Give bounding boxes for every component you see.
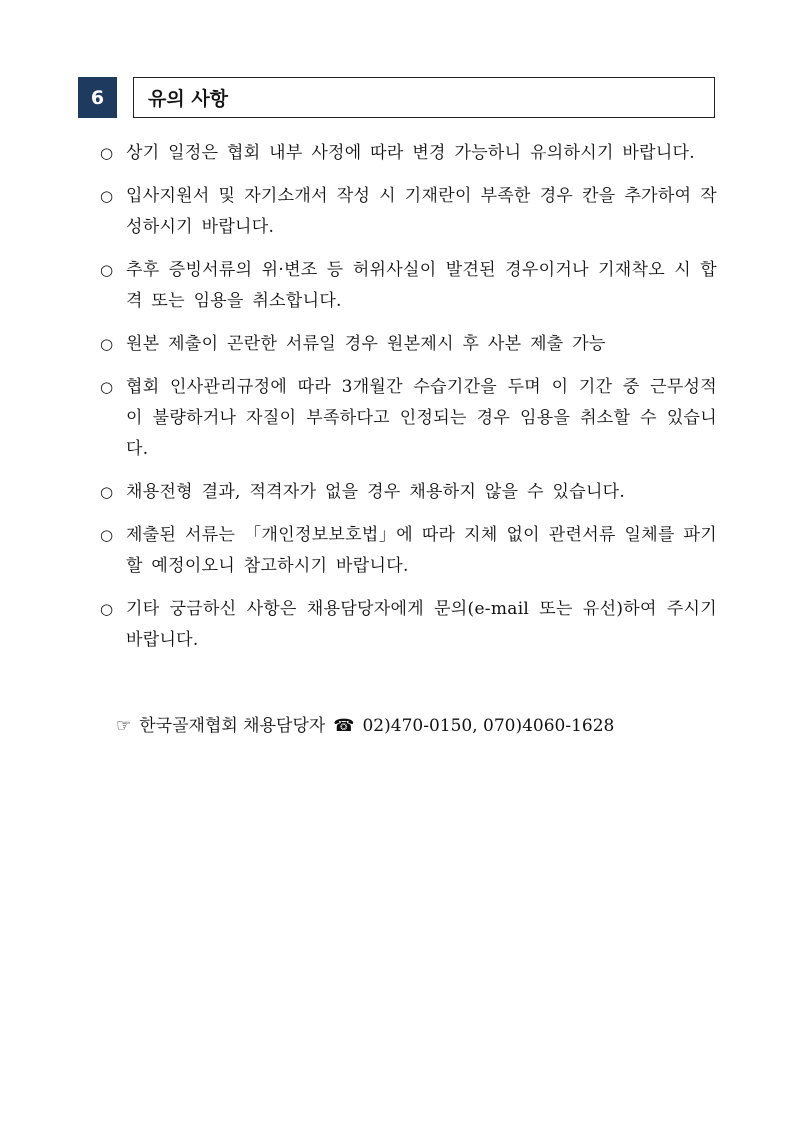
note-text: 제출된 서류는 「개인정보보호법」에 따라 지체 없이 관련서류 일체를 파기할 예정이오니 참고하시기 바랍니다.: [126, 525, 717, 576]
section-title: 유의 사항: [148, 88, 229, 110]
list-item: [100, 594, 717, 656]
note-text: 입사지원서 및 자기소개서 작성 시 기재란이 부족한 경우 칸을 추가하여 작성하시기 바랍니다.: [126, 186, 717, 237]
contact-numbers: 02)470-0150, 070)4060-1628: [362, 716, 615, 736]
notes-list: [100, 138, 717, 668]
section-number: 6: [78, 77, 117, 118]
contact-label: 한국골재협회 채용담당자: [139, 716, 326, 736]
note-text: 협회 인사관리규정에 따라 3개월간 수습기간을 두며 이 기간 중 근무성적이 불량하거나 자질이 부족하다고 인정되는 경우 임용을 취소할 수 있습니다.: [126, 377, 717, 459]
bullet-icon: ○: [100, 144, 114, 162]
list-item: [100, 138, 717, 169]
note-text: 상기 일정은 협회 내부 사정에 따라 변경 가능하니 유의하시기 바랍니다.: [126, 143, 695, 163]
bullet-icon: ○: [100, 187, 114, 205]
pointing-hand-icon: ☞: [116, 716, 132, 736]
note-text: 추후 증빙서류의 위·변조 등 허위사실이 발견된 경우이거나 기재착오 시 합격 또는 임용을 취소합니다.: [126, 260, 717, 311]
section-header: [78, 77, 715, 118]
contact-line: [116, 711, 614, 742]
section-title-box: [133, 77, 715, 118]
list-item: [100, 372, 717, 465]
note-text: 기타 궁금하신 사항은 채용담당자에게 문의(e-mail 또는 유선)하여 주시기 바랍니다.: [126, 599, 717, 650]
bullet-icon: ○: [100, 526, 114, 544]
bullet-icon: ○: [100, 378, 114, 396]
bullet-icon: ○: [100, 335, 114, 353]
bullet-icon: ○: [100, 483, 114, 501]
note-text: 원본 제출이 곤란한 서류일 경우 원본제시 후 사본 제출 가능: [126, 334, 606, 354]
bullet-icon: ○: [100, 600, 114, 618]
list-item: [100, 329, 717, 360]
phone-icon: ☎: [333, 716, 355, 736]
list-item: [100, 477, 717, 508]
bullet-icon: ○: [100, 261, 114, 279]
list-item: [100, 255, 717, 317]
list-item: [100, 181, 717, 243]
list-item: [100, 520, 717, 582]
note-text: 채용전형 결과, 적격자가 없을 경우 채용하지 않을 수 있습니다.: [126, 482, 626, 502]
